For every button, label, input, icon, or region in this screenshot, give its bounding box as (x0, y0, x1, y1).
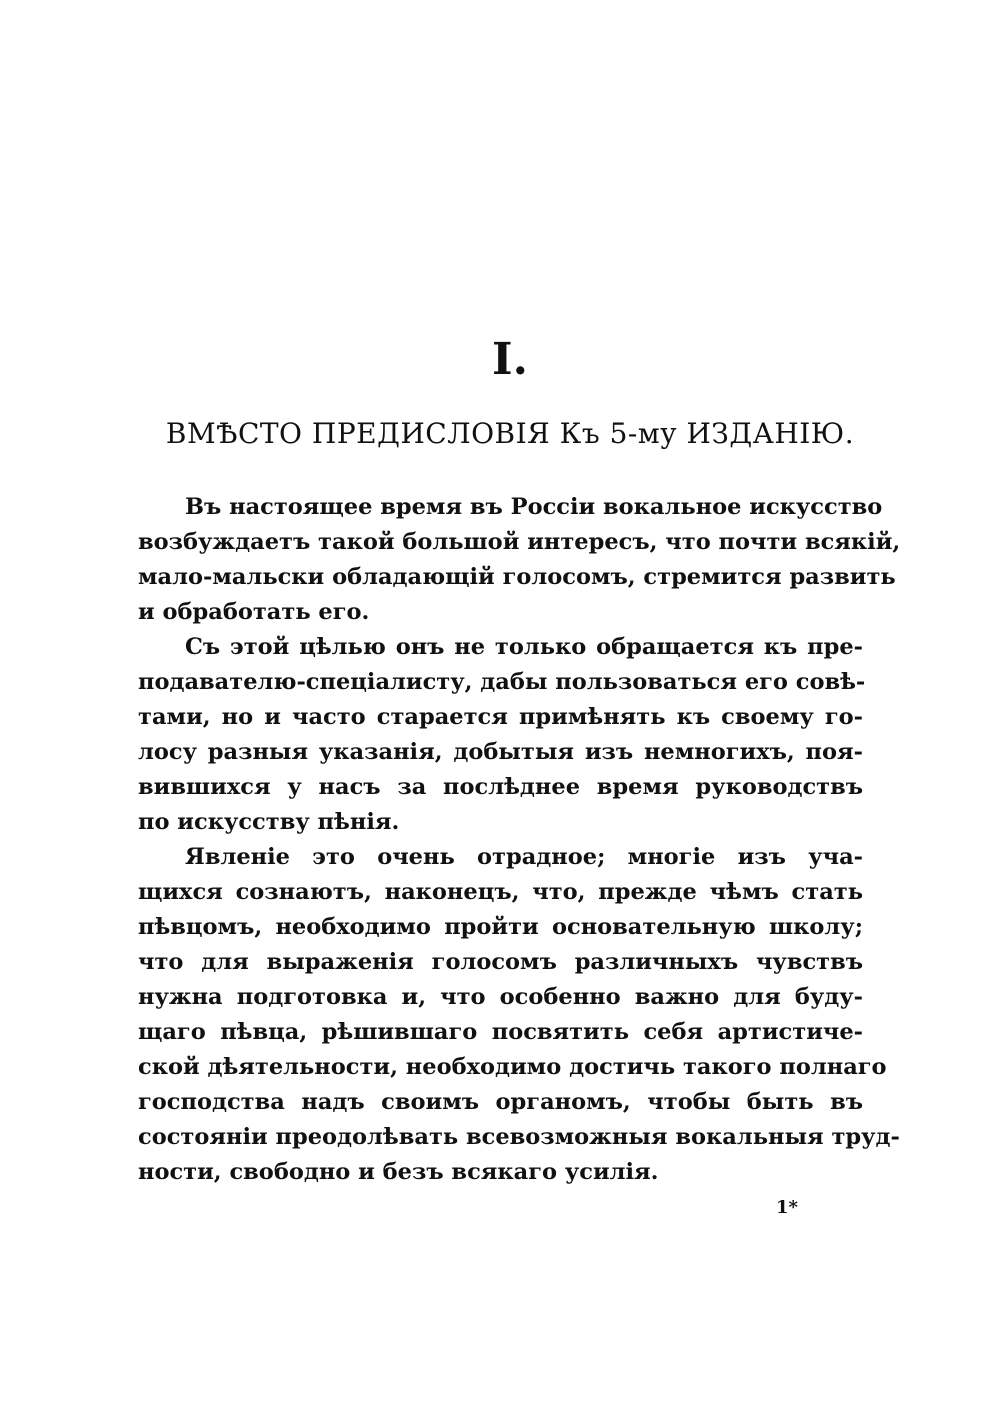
body-text (138, 490, 901, 1190)
text-line: господства надъ своимъ органомъ, чтобы быть въ (138, 1089, 863, 1115)
text-line: подавателю-спецiалисту, дабы пользоваться его совѣ- (138, 669, 866, 695)
text-line: что для выраженiя голосомъ различныхъ чувствъ (138, 949, 863, 975)
text-line: нужна подготовка и, что особенно важно для буду- (138, 984, 863, 1010)
paragraph-3 (138, 840, 900, 1190)
paragraph-1 (138, 490, 901, 630)
text-line: щихся сознаютъ, наконецъ, что, прежде чѣмъ стать (138, 879, 863, 905)
text-line: ности, свободно и безъ всякаго усилiя. (138, 1159, 659, 1185)
text-line: щаго пѣвца, рѣшившаго посвятить себя артистиче- (138, 1019, 863, 1045)
chapter-title: ВМѢСТО ПРЕДИСЛОВIЯ Къ 5-му ИЗДАНIЮ. (165, 417, 855, 450)
text-line: Съ этой цѣлью онъ не только обращается къ пре- (185, 634, 863, 660)
text-line: пѣвцомъ, необходимо пройти основательную школу; (138, 914, 863, 940)
text-line: и обработать его. (138, 599, 370, 625)
text-line: тами, но и часто старается примѣнять къ своему го- (138, 704, 863, 730)
paragraph-2 (138, 630, 866, 840)
text-line: по искусству пѣнiя. (138, 809, 400, 835)
text-line: возбуждаетъ такой большой интересъ, что почти всякiй, (138, 529, 901, 555)
text-line: Явленiе это очень отрадное; многiе изъ уча- (185, 844, 863, 870)
text-line: вившихся у насъ за послѣднее время руководствъ (138, 774, 863, 800)
text-line: состоянiи преодолѣвать всевозможныя вокальныя труд- (138, 1124, 900, 1150)
text-line: мало-мальски обладающiй голосомъ, стремится развить (138, 564, 896, 590)
signature-mark: 1* (776, 1197, 798, 1218)
chapter-number: I. (492, 334, 528, 385)
text-line: Въ настоящее время въ Россiи вокальное искусство (185, 494, 883, 520)
text-line: лосу разныя указанiя, добытыя изъ немногихъ, поя- (138, 739, 863, 765)
text-line: ской дѣятельности, необходимо достичь такого полнаго (138, 1054, 887, 1080)
